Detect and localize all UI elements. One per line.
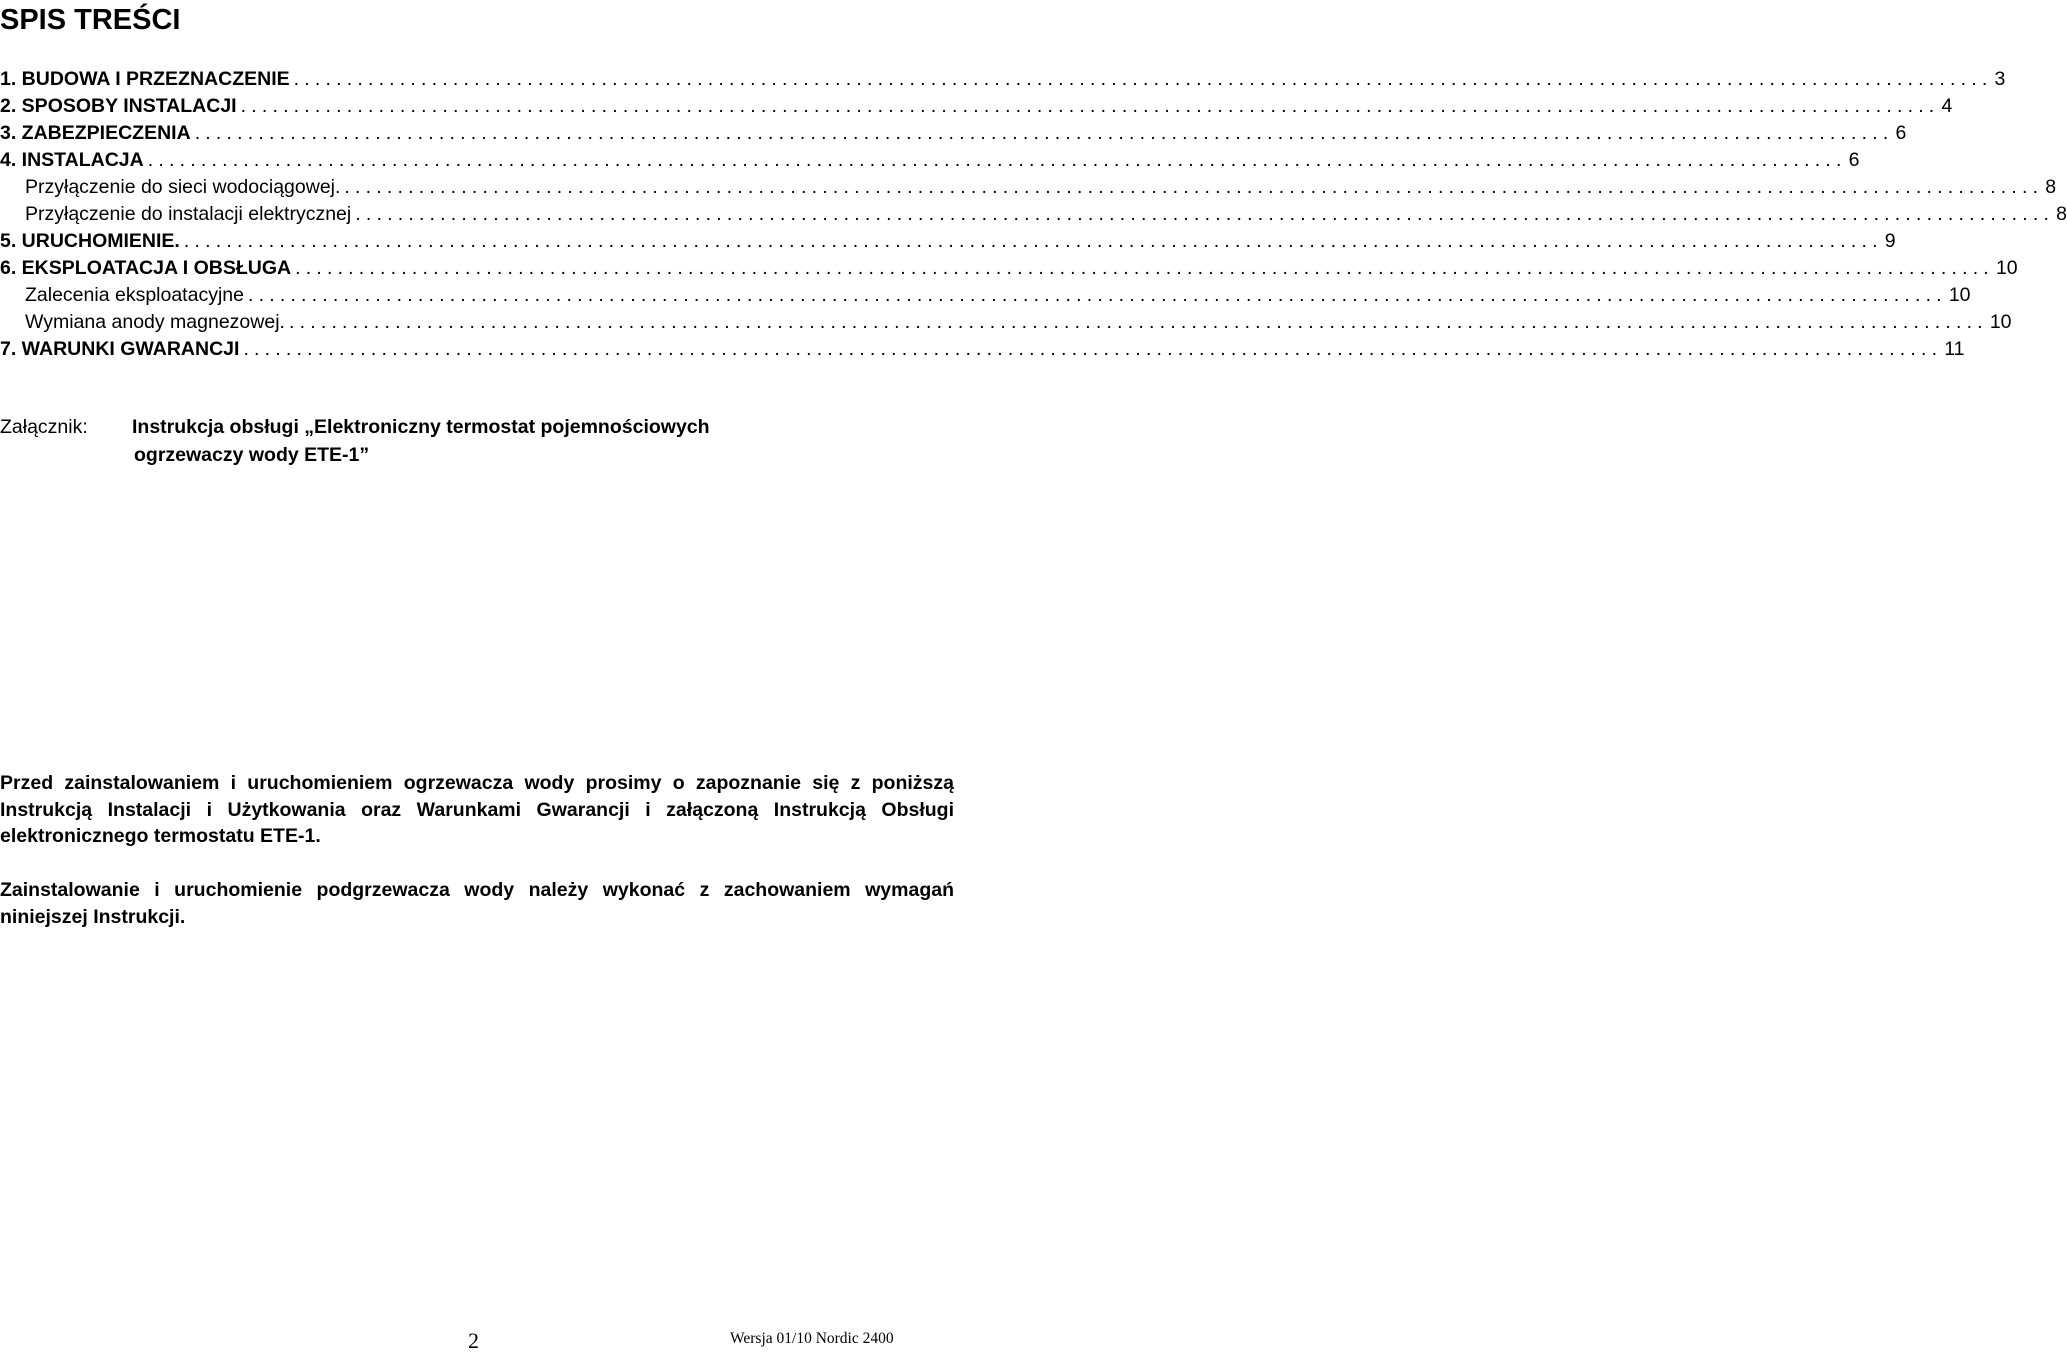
toc-entry[interactable] [0,255,2018,282]
toc-leader-dots: ................................................................................................................................................................ [147,149,1847,171]
toc-entry[interactable] [0,120,1907,147]
toc-leader-dots: ................................................................................................................................................................ [247,284,1947,306]
toc-entry-label: 2. SPOSOBY INSTALACJI [0,95,237,117]
attachment-label: Załącznik: [0,416,88,438]
toc-entry-page: 8 [2056,203,2067,225]
toc-leader-dots: ................................................................................................................................................................ [344,176,2044,198]
toc-entry-label: 1. BUDOWA I PRZEZNACZENIE [0,68,290,90]
toc-entry-page: 11 [1944,338,1965,360]
toc-entry-label: 6. EKSPLOATACJA I OBSŁUGA [0,257,292,279]
toc-entry-page: 10 [1995,257,2018,279]
toc-leader-dots: ................................................................................................................................................................ [194,122,1894,144]
toc-entry-label: Przyłączenie do instalacji elektrycznej [25,203,352,225]
toc-leader-dots: ................................................................................................................................................................ [293,68,1993,90]
attachment-title-line: ogrzewaczy wody ETE-1” [134,444,370,466]
toc-heading: SPIS TREŚCI [0,4,181,36]
toc-entry-label: Wymiana anody magnezowej. [25,311,285,333]
toc-entry-label: 3. ZABEZPIECZENIA [0,122,191,144]
toc-entry[interactable] [0,336,1965,363]
toc-entry-page: 3 [1994,68,2006,90]
toc-entry[interactable] [0,66,2006,93]
attachment-title-line: Instrukcja obsługi „Elektroniczny termostat pojemnościowych [132,416,710,438]
toc-entry-page: 6 [1848,149,1860,171]
document-version: Wersja 01/10 Nordic 2400 [730,1330,894,1347]
toc-entry[interactable] [0,147,1860,174]
toc-entry-label: 4. INSTALACJA [0,149,144,171]
toc-entry[interactable] [0,228,1896,255]
installation-paragraph: Zainstalowanie i uruchomienie podgrzewacza wody należy wykonać z zachowaniem wymagań niniejszej Instrukcji. [0,879,954,928]
toc-entry-page: 6 [1895,122,1907,144]
toc-entry-page: 10 [1948,284,1971,306]
toc-entry[interactable] [0,309,2012,336]
toc-leader-dots: ................................................................................................................................................................ [355,203,2055,225]
attachment-title [132,413,852,469]
toc-entry[interactable] [0,174,2057,201]
toc-leader-dots: ................................................................................................................................................................ [243,338,1943,360]
toc-entry-page: 9 [1884,230,1896,252]
toc-entry-label: 7. WARUNKI GWARANCJI [0,338,240,360]
toc-leader-dots: ................................................................................................................................................................ [288,311,1988,333]
toc-leader-dots: ................................................................................................................................................................ [183,230,1883,252]
toc-entry-page: 10 [1989,311,2012,333]
toc-leader-dots: ................................................................................................................................................................ [240,95,1940,117]
page-number: 2 [468,1328,479,1353]
toc-entry-page: 8 [2045,176,2057,198]
table-of-contents [0,66,2067,363]
toc-entry-label: Zalecenia eksploatacyjne [25,284,244,306]
toc-leader-dots: ................................................................................................................................................................ [295,257,1994,279]
toc-entry[interactable] [0,282,1971,309]
intro-paragraph: Przed zainstalowaniem i uruchomieniem ogrzewacza wody prosimy o zapoznanie się z poniższą Instrukcją Instalacji i Użytkowania oraz Warunkami Gwarancji i załączoną Instrukcją Obsługi elektronicznego termostatu ETE-1. [0,772,954,847]
toc-entry[interactable] [0,93,1953,120]
toc-entry[interactable] [0,201,2067,228]
toc-entry-label: Przyłączenie do sieci wodociągowej. [25,176,341,198]
toc-entry-page: 4 [1941,95,1953,117]
toc-entry-label: 5. URUCHOMIENIE. [0,230,180,252]
